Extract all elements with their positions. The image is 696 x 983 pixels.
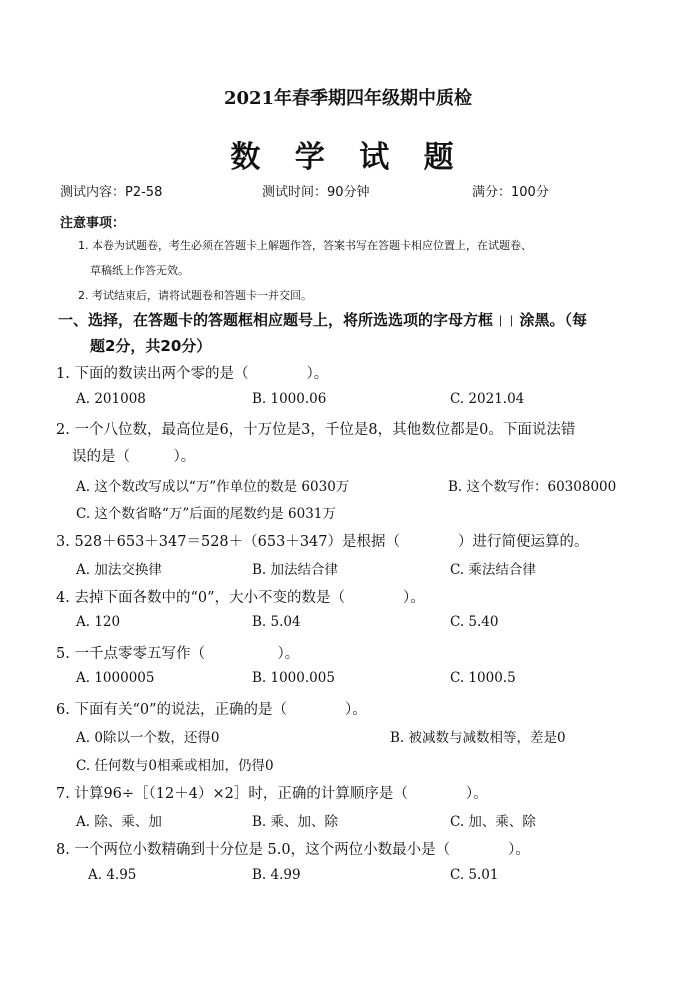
- q5-option-b: B. 1000.005: [252, 670, 335, 686]
- subject-title: 数 学 试 题: [230, 140, 466, 175]
- question-5: 5. 一千点零零五写作（ ）。: [56, 646, 300, 662]
- question-7: 7. 计算96÷［（12＋4）×2］时，正确的计算顺序是（ ）。: [56, 786, 488, 802]
- notes-heading: 注意事项：: [60, 216, 126, 231]
- q4-option-c: C. 5.40: [450, 614, 499, 630]
- q8-option-a: A. 4.95: [88, 867, 137, 883]
- q5-option-a: A. 1000005: [76, 670, 155, 686]
- q7-option-a: A. 除、乘、加: [76, 814, 162, 830]
- exam-title: 2021年春季期四年级期中质检: [223, 88, 473, 109]
- q3-option-c: C. 乘法结合律: [450, 562, 536, 578]
- test-content: 测试内容：P2-58: [60, 185, 163, 200]
- question-8: 8. 一个两位小数精确到十分位是 5.0，这个两位小数最小是（ ）。: [56, 842, 530, 858]
- question-6: 6. 下面有关“0”的说法，正确的是（ ）。: [56, 702, 367, 718]
- question-4: 4. 去掉下面各数中的“0”，大小不变的数是（ ）。: [56, 590, 425, 606]
- q8-option-c: C. 5.01: [450, 867, 499, 883]
- q6-option-a: A. 0除以一个数，还得0: [76, 730, 220, 746]
- q3-option-a: A. 加法交换律: [76, 562, 162, 578]
- question-2-cont: 误的是（ ）。: [72, 449, 196, 465]
- q6-option-c: C. 任何数与0相乘或相加，仍得0: [76, 758, 274, 774]
- q1-option-b: B. 1000.06: [252, 391, 327, 407]
- q6-option-b: B. 被减数与减数相等，差是0: [390, 730, 566, 746]
- q4-option-a: A. 120: [76, 614, 121, 630]
- q7-option-b: B. 乘、加、除: [252, 814, 339, 830]
- q4-option-b: B. 5.04: [252, 614, 301, 630]
- note-1: 1. 本卷为试题卷，考生必须在答题卡上解题作答，答案书写在答题卡相应位置上，在试题卷、: [78, 239, 532, 252]
- q5-option-c: C. 1000.5: [450, 670, 516, 686]
- section-1-points: 题2分，共20分）: [90, 337, 212, 355]
- section-1-heading: [58, 309, 587, 330]
- question-3: 3. 528＋653＋347＝528＋（653＋347）是根据（ ）进行简便运算的。: [56, 534, 589, 550]
- q7-option-c: C. 加、乘、除: [450, 814, 536, 830]
- note-1-cont: 草稿纸上作答无效。: [90, 264, 189, 277]
- test-time: 测试时间：90分钟: [262, 185, 370, 200]
- section-1-text-a: 一、选择，在答题卡的答题框相应题号上，将所选选项的字母方框: [58, 311, 494, 329]
- question-2: 2. 一个八位数，最高位是6，十万位是3，千位是8，其他数位都是0。下面说法错: [56, 422, 576, 438]
- q3-option-b: B. 加法结合律: [252, 562, 339, 578]
- question-1: 1. 下面的数读出两个零的是（ ）。: [56, 366, 329, 382]
- q2-option-b: B. 这个数写作：60308000: [448, 479, 617, 495]
- full-score: 满分：100分: [472, 185, 549, 200]
- section-1-text-b: 涂黑。（每: [519, 311, 587, 329]
- q2-option-c: C. 这个数省略“万”后面的尾数约是 6031万: [76, 506, 336, 522]
- q1-option-a: A. 201008: [76, 391, 146, 407]
- q8-option-b: B. 4.99: [252, 867, 301, 883]
- q1-option-c: C. 2021.04: [450, 391, 525, 407]
- q2-option-a: A. 这个数改写成以“万”作单位的数是 6030万: [76, 479, 350, 495]
- note-2: 2. 考试结束后，请将试题卷和答题卡一并交回。: [78, 289, 312, 302]
- answer-box-icon: [500, 315, 512, 327]
